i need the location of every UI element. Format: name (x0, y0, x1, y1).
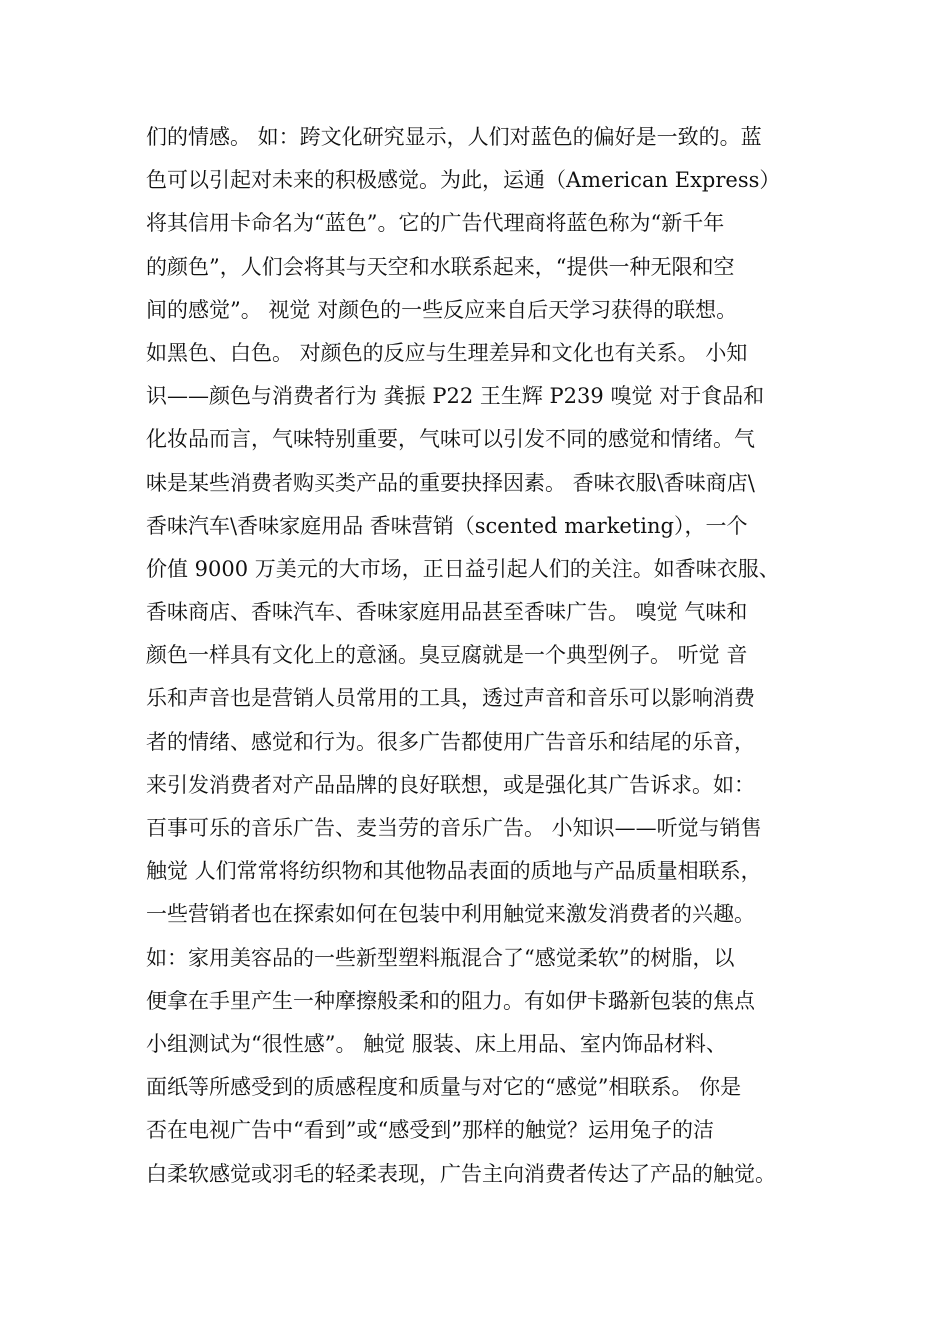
text-line: 价值 9000 万美元的大市场，正日益引起人们的关注。如香味衣服、 (146, 556, 780, 581)
text-line: 小组测试为“很性感”。 触觉 服装、床上用品、室内饰品材料、 (146, 1031, 727, 1056)
text-line: 将其信用卡命名为“蓝色”。它的广告代理商将蓝色称为“新千年 (146, 211, 725, 236)
text-line: 们的情感。 如：跨文化研究显示，人们对蓝色的偏好是一致的。蓝 (146, 125, 762, 149)
text-line: 否在电视广告中“看到”或“感受到”那样的触觉？运用兔子的洁 (146, 1118, 714, 1143)
text-line: 来引发消费者对产品品牌的良好联想，或是强化其广告诉求。如： (146, 772, 755, 797)
text-line: 如黑色、白色。 对颜色的反应与生理差异和文化也有关系。 小知 (146, 340, 748, 365)
text-line: 味是某些消费者购买类产品的重要抉择因素。 香味衣服\香味商店\ (146, 470, 755, 495)
text-line: 乐和声音也是营销人员常用的工具，透过声音和音乐可以影响消费 (146, 686, 755, 711)
text-line: 白柔软感觉或羽毛的轻柔表现，广告主向消费者传达了产品的触觉。 (146, 1161, 776, 1186)
text-line: 间的感觉”。 视觉 对颜色的一些反应来自后天学习获得的联想。 (146, 297, 738, 322)
body-text (146, 116, 826, 1196)
text-line: 百事可乐的音乐广告、麦当劳的音乐广告。 小知识——听觉与销售 (146, 816, 762, 840)
text-line: 识——颜色与消费者行为 龚振 P22 王生辉 P239 嗅觉 对于食品和 (146, 384, 765, 409)
text-line: 者的情绪、感觉和行为。很多广告都使用广告音乐和结尾的乐音， (146, 729, 755, 754)
text-line: 的颜色”，人们会将其与天空和水联系起来，“提供一种无限和空 (146, 254, 735, 279)
text-line: 香味汽车\香味家庭用品 香味营销（scented marketing），一个 (146, 513, 748, 538)
text-line: 一些营销者也在探索如何在包装中利用触觉来激发消费者的兴趣。 (146, 902, 755, 927)
text-line: 颜色一样具有文化上的意涵。臭豆腐就是一个典型例子。 听觉 音 (146, 643, 748, 668)
text-line: 面纸等所感受到的质感程度和质量与对它的“感觉”相联系。 你是 (146, 1075, 742, 1100)
text-line: 化妆品而言，气味特别重要，气味可以引发不同的感觉和情绪。气 (146, 427, 755, 452)
text-line: 触觉 人们常常将纺织物和其他物品表面的质地与产品质量相联系， (146, 859, 762, 884)
text-line: 色可以引起对未来的积极感觉。为此，运通（American Express） (146, 168, 781, 193)
text-line: 如：家用美容品的一些新型塑料瓶混合了“感觉柔软”的树脂，以 (146, 945, 735, 970)
text-line: 便拿在手里产生一种摩擦般柔和的阻力。有如伊卡璐新包装的焦点 (146, 988, 755, 1013)
text-line: 香味商店、香味汽车、香味家庭用品甚至香味广告。 嗅觉 气味和 (146, 600, 748, 625)
